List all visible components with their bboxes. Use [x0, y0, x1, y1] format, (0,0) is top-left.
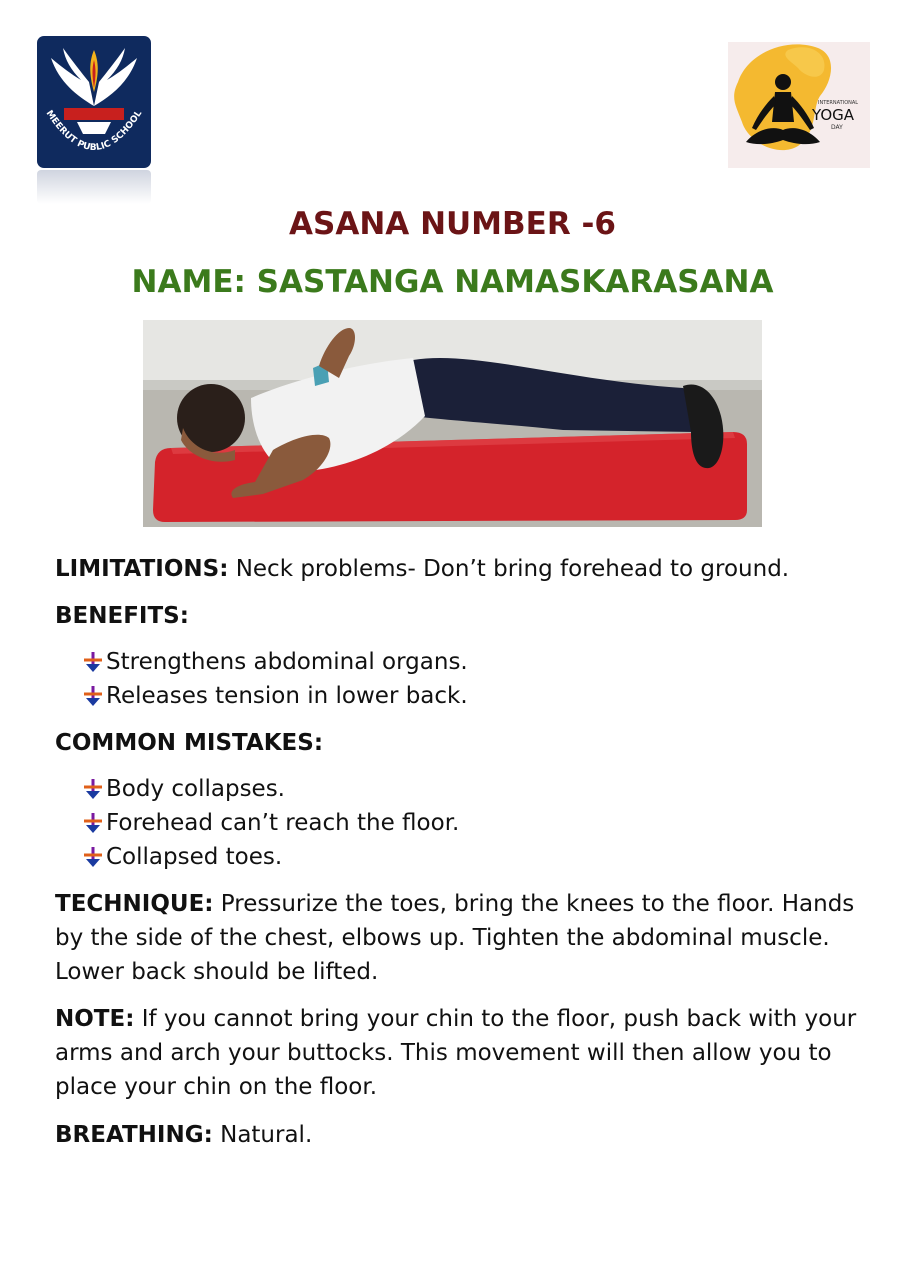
asana-name-heading: NAME: SASTANGA NAMASKARASANA — [131, 264, 774, 300]
mistake-text: Collapsed toes. — [106, 844, 283, 870]
bullet-arrow-icon — [80, 777, 106, 801]
breathing-label: BREATHING: — [55, 1122, 213, 1148]
school-logo — [37, 36, 151, 168]
breathing-paragraph — [55, 1118, 865, 1152]
limitations-text: Neck problems- Don’t bring forehead to ground. — [228, 556, 790, 582]
note-text: If you cannot bring your chin to the floor, push back with your arms and arch your buttocks. This movement will then allow you to place your chin on the floor. — [55, 1006, 857, 1100]
limitations-paragraph — [55, 552, 865, 586]
technique-label: TECHNIQUE: — [55, 891, 214, 917]
common-mistakes-list — [80, 772, 860, 874]
yoga-day-logo — [728, 42, 870, 168]
technique-text: Pressurize the toes, bring the knees to the floor. Hands by the side of the chest, elbows up. Tighten the abdominal muscle. Lower back should be lifted. — [55, 891, 855, 985]
asana-number-heading: ASANA NUMBER -6 — [289, 206, 616, 242]
pose-photo — [143, 320, 762, 527]
benefits-heading — [55, 599, 865, 633]
bullet-arrow-icon — [80, 684, 106, 708]
school-logo-text: MEERUT PUBLIC SCHOOL — [43, 108, 145, 154]
yoga-logo-line-2: YOGA — [812, 106, 855, 124]
limitations-label: LIMITATIONS: — [55, 556, 229, 582]
list-item — [80, 806, 860, 840]
note-paragraph — [55, 1002, 865, 1104]
bullet-arrow-icon — [80, 650, 106, 674]
common-mistakes-heading — [55, 726, 865, 760]
breathing-text: Natural. — [212, 1122, 313, 1148]
mistake-text: Forehead can’t reach the floor. — [106, 810, 460, 836]
technique-paragraph — [55, 887, 865, 989]
benefit-text: Strengthens abdominal organs. — [106, 649, 468, 675]
bullet-arrow-icon — [80, 811, 106, 835]
school-logo-reflection — [37, 170, 151, 204]
list-item — [80, 840, 860, 874]
benefits-label: BENEFITS: — [55, 603, 189, 629]
mistake-text: Body collapses. — [106, 776, 285, 802]
benefits-list — [80, 645, 860, 713]
bullet-arrow-icon — [80, 845, 106, 869]
benefit-text: Releases tension in lower back. — [106, 683, 468, 709]
list-item — [80, 772, 860, 806]
list-item — [80, 679, 860, 713]
note-label: NOTE: — [55, 1006, 135, 1032]
list-item — [80, 645, 860, 679]
yoga-logo-line-1: INTERNATIONAL — [818, 100, 859, 106]
common-mistakes-label: COMMON MISTAKES: — [55, 730, 324, 756]
yoga-logo-line-3: DAY — [831, 124, 843, 131]
